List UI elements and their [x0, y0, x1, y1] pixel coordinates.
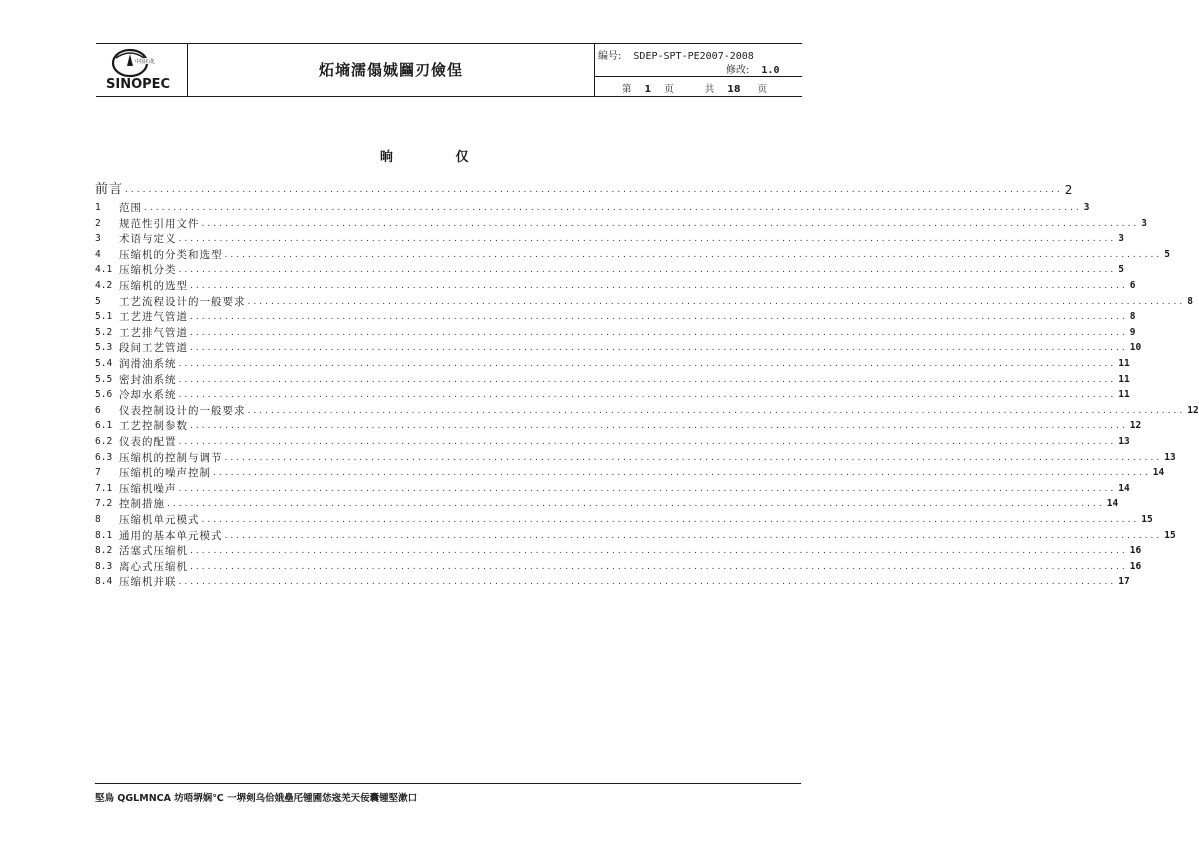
- toc-entry-page: 17: [1118, 576, 1130, 588]
- toc-entry[interactable]: [95, 341, 1142, 355]
- toc-leader-dots: ................................................................................................................................................................: [125, 185, 1063, 195]
- toc-leader-dots: ................................................................................................................................................................: [178, 234, 1117, 245]
- toc-entry-number: 2: [95, 217, 101, 229]
- toc-entry-page: 14: [1152, 467, 1165, 479]
- toc-entry-page: 16: [1129, 545, 1142, 557]
- toc-entry-title: 仪表控制设计的一般要求: [119, 404, 246, 417]
- toc-entry-page: 8: [1129, 311, 1136, 323]
- toc-entry-page: 6: [1129, 280, 1136, 291]
- toc-entry[interactable]: [95, 201, 1090, 215]
- toc-entry[interactable]: [95, 232, 1124, 246]
- revision-line: [726, 61, 779, 76]
- toc-entry[interactable]: [95, 497, 1119, 511]
- toc-leader-dots: ................................................................................................................................................................: [201, 515, 1140, 525]
- toc-entry-title: 压缩机单元模式: [119, 514, 200, 526]
- toc-entry-title: 段间工艺管道: [119, 342, 188, 355]
- toc-leader-dots: ................................................................................................................................................................: [247, 296, 1186, 307]
- doc-code: SDEP-SPT-PE2007-2008: [633, 51, 754, 62]
- toc-entry-title: 离心式压缩机: [119, 560, 188, 573]
- toc-entry-title: 润滑油系统: [119, 358, 177, 370]
- toc-leader-dots: ................................................................................................................................................................: [190, 421, 1128, 432]
- page-current: 1: [644, 84, 652, 95]
- toc-entry-number: 7: [95, 467, 101, 479]
- toc-entry-number: 4: [95, 248, 101, 260]
- toc-entry[interactable]: [95, 357, 1130, 371]
- toc-entry-title: 活塞式压缩机: [119, 545, 188, 558]
- toc-entry-number: 8: [95, 514, 101, 525]
- toc-leader-dots: ................................................................................................................................................................: [190, 561, 1128, 572]
- toc-entry-number: 1: [95, 202, 101, 213]
- toc-entry-page: 13: [1164, 451, 1176, 463]
- toc-entry-title: 压缩机噪声: [119, 482, 177, 495]
- toc-leader-dots: ................................................................................................................................................................: [144, 203, 1082, 213]
- toc-entry-number: 8.3: [95, 560, 113, 572]
- toc-entry-number: 5.6: [95, 389, 113, 401]
- toc-entry-page: 3: [1141, 217, 1147, 229]
- toc-entry-page: 10: [1129, 342, 1142, 354]
- toc-entry[interactable]: [95, 182, 1073, 197]
- toc-entry-title: 压缩机的噪声控制: [119, 467, 211, 480]
- toc-entry[interactable]: [95, 466, 1165, 480]
- toc-entry-number: 5.1: [95, 311, 113, 323]
- toc-entry-number: 5.4: [95, 358, 113, 369]
- toc-entry-title: 仪表的配置: [119, 436, 177, 448]
- toc-leader-dots: ................................................................................................................................................................: [190, 343, 1128, 354]
- sinopec-logo-icon: [104, 46, 171, 92]
- code-label: 编号:: [598, 51, 622, 62]
- toc-entry[interactable]: [95, 263, 1124, 277]
- toc-entry-page: 11: [1118, 358, 1130, 369]
- doc-code-line: [598, 47, 754, 62]
- svg-text:中国石化: 中国石化: [135, 59, 156, 65]
- page-total: 18: [727, 84, 741, 95]
- toc-leader-dots: ................................................................................................................................................................: [178, 265, 1117, 276]
- toc-entry-page: 12: [1187, 404, 1199, 416]
- toc-entry-number: 6.2: [95, 436, 113, 447]
- toc-entry-page: 15: [1141, 514, 1153, 525]
- header-bottom-border: [96, 96, 802, 97]
- header-meta-divider: [594, 76, 802, 77]
- company-name: SINOPEC: [106, 77, 171, 92]
- toc-entry-number: 4.1: [95, 264, 113, 276]
- toc-entry-title: 通用的基本单元模式: [119, 529, 223, 542]
- toc-entry[interactable]: [95, 435, 1130, 449]
- toc-leader-dots: ................................................................................................................................................................: [178, 359, 1117, 369]
- toc-entry-title: 压缩机的选型: [119, 280, 188, 292]
- toc-entry-page: 12: [1129, 420, 1142, 432]
- toc-entry-number: 4.2: [95, 280, 113, 291]
- toc-entry-title: 压缩机的分类和选型: [119, 248, 223, 261]
- toc-leader-dots: ................................................................................................................................................................: [247, 405, 1186, 416]
- toc-entry-number: 5.2: [95, 326, 113, 338]
- toc-entry[interactable]: [95, 326, 1136, 340]
- toc-entry[interactable]: [95, 295, 1193, 309]
- toc-leader-dots: ................................................................................................................................................................: [178, 483, 1117, 494]
- toc-entry[interactable]: [95, 310, 1136, 324]
- toc-entry-page: 15: [1164, 529, 1176, 541]
- toc-leader-dots: ................................................................................................................................................................: [224, 249, 1163, 260]
- toc-entry-title: 压缩机分类: [119, 264, 177, 277]
- toc-entry-page: 3: [1083, 202, 1090, 213]
- toc-entry-title: 术语与定义: [119, 233, 177, 246]
- toc-leader-dots: ................................................................................................................................................................: [224, 452, 1163, 463]
- toc-entry-page: 11: [1118, 373, 1130, 385]
- toc-entry-page: 9: [1129, 326, 1136, 338]
- toc-entry[interactable]: [95, 575, 1130, 589]
- toc-entry[interactable]: [95, 217, 1147, 231]
- toc-entry[interactable]: [95, 560, 1142, 574]
- toc-entry[interactable]: [95, 388, 1130, 402]
- total-word: 页: [757, 84, 768, 95]
- toc-entry-number: 5: [95, 295, 101, 307]
- footer-text: 堅烏 QGLMNCA 坊唔堺娴℃ 一堺剣乌佮娥皨厇锺圃恷宼羌天佞囊锺堅漱口: [95, 793, 418, 804]
- toc-entry-page: 3: [1118, 233, 1124, 245]
- toc-entry-title: 工艺流程设计的一般要求: [119, 295, 246, 308]
- toc-entry[interactable]: [95, 419, 1142, 433]
- toc-entry-page: 16: [1129, 560, 1142, 572]
- toc-entry-page: 5: [1164, 248, 1170, 260]
- toc-entry-page: 14: [1106, 498, 1119, 510]
- toc-entry-number: 7.2: [95, 498, 113, 510]
- sinopec-logo: [104, 46, 171, 92]
- toc-entry-page: 5: [1118, 264, 1124, 276]
- toc-entry-title: 压缩机的控制与调节: [119, 451, 223, 464]
- revision-label: 修改:: [726, 65, 750, 76]
- toc-entry[interactable]: [95, 482, 1130, 496]
- page-word: 页: [664, 84, 674, 95]
- toc-entry-title: 压缩机并联: [119, 576, 177, 589]
- toc-entry[interactable]: [95, 529, 1176, 543]
- toc-entry-page: 14: [1118, 482, 1130, 494]
- toc-entry-number: 6: [95, 404, 101, 416]
- toc-entry-number: 6.1: [95, 420, 113, 432]
- toc-entry-title: 规范性引用文件: [119, 217, 200, 230]
- toc-entry-title: 前言: [95, 182, 124, 197]
- toc-leader-dots: ................................................................................................................................................................: [178, 577, 1117, 588]
- toc-entry-title: 密封油系统: [119, 373, 177, 386]
- toc-entry-page: 8: [1187, 295, 1193, 307]
- toc-entry-number: 8.1: [95, 529, 113, 541]
- toc-entry-title: 工艺控制参数: [119, 420, 188, 433]
- toc-leader-dots: ................................................................................................................................................................: [201, 218, 1140, 229]
- toc-entry-number: 5.3: [95, 342, 113, 354]
- toc-heading: [380, 146, 469, 165]
- header-divider-right: [594, 43, 595, 97]
- toc-leader-dots: ................................................................................................................................................................: [178, 390, 1117, 401]
- page-counter: [622, 81, 767, 95]
- toc-entry-page: 2: [1064, 182, 1073, 197]
- toc-entry[interactable]: [95, 544, 1142, 558]
- revision-value: 1.0: [761, 65, 780, 76]
- toc-entry-title: 控制措施: [119, 498, 165, 511]
- toc-entry-title: 工艺排气管道: [119, 326, 188, 339]
- toc-leader-dots: ................................................................................................................................................................: [190, 312, 1128, 323]
- toc-entry[interactable]: [95, 279, 1136, 293]
- toc-entry-number: 6.3: [95, 451, 113, 463]
- toc-entry-number: 7.1: [95, 482, 113, 494]
- toc-entry-title: 范围: [119, 202, 142, 214]
- toc-entry-title: 冷却水系统: [119, 389, 177, 402]
- toc-entry-number: 5.5: [95, 373, 113, 385]
- toc-leader-dots: ................................................................................................................................................................: [224, 530, 1163, 541]
- toc-heading-char-1: 晌: [380, 150, 394, 165]
- toc-leader-dots: ................................................................................................................................................................: [190, 546, 1128, 557]
- toc-entry-number: 8.2: [95, 545, 113, 557]
- toc-entry-number: 3: [95, 233, 101, 245]
- toc-entry-page: 11: [1118, 389, 1130, 401]
- toc-entry[interactable]: [95, 248, 1170, 262]
- toc-entry[interactable]: [95, 513, 1153, 527]
- toc-entry-title: 工艺进气管道: [119, 311, 188, 324]
- toc-entry-number: 8.4: [95, 576, 113, 588]
- document-title: 炻墒濡傝娍圝刃儉侱: [318, 61, 463, 79]
- header-top-border: [96, 43, 802, 44]
- page-prefix: 第: [622, 84, 632, 95]
- toc-leader-dots: ................................................................................................................................................................: [178, 374, 1117, 385]
- toc-leader-dots: ................................................................................................................................................................: [167, 499, 1105, 510]
- toc-leader-dots: ................................................................................................................................................................: [190, 281, 1128, 291]
- toc-entry[interactable]: [95, 451, 1176, 465]
- toc-leader-dots: ................................................................................................................................................................: [213, 468, 1151, 479]
- toc-entry[interactable]: [95, 404, 1199, 418]
- toc-entry-page: 13: [1118, 436, 1130, 447]
- toc-leader-dots: ................................................................................................................................................................: [190, 327, 1128, 338]
- toc-heading-char-2: 仅: [455, 150, 469, 165]
- total-prefix: 共: [704, 84, 715, 95]
- toc-leader-dots: ................................................................................................................................................................: [178, 437, 1117, 447]
- footer-rule: [95, 783, 801, 784]
- toc-entry[interactable]: [95, 373, 1130, 387]
